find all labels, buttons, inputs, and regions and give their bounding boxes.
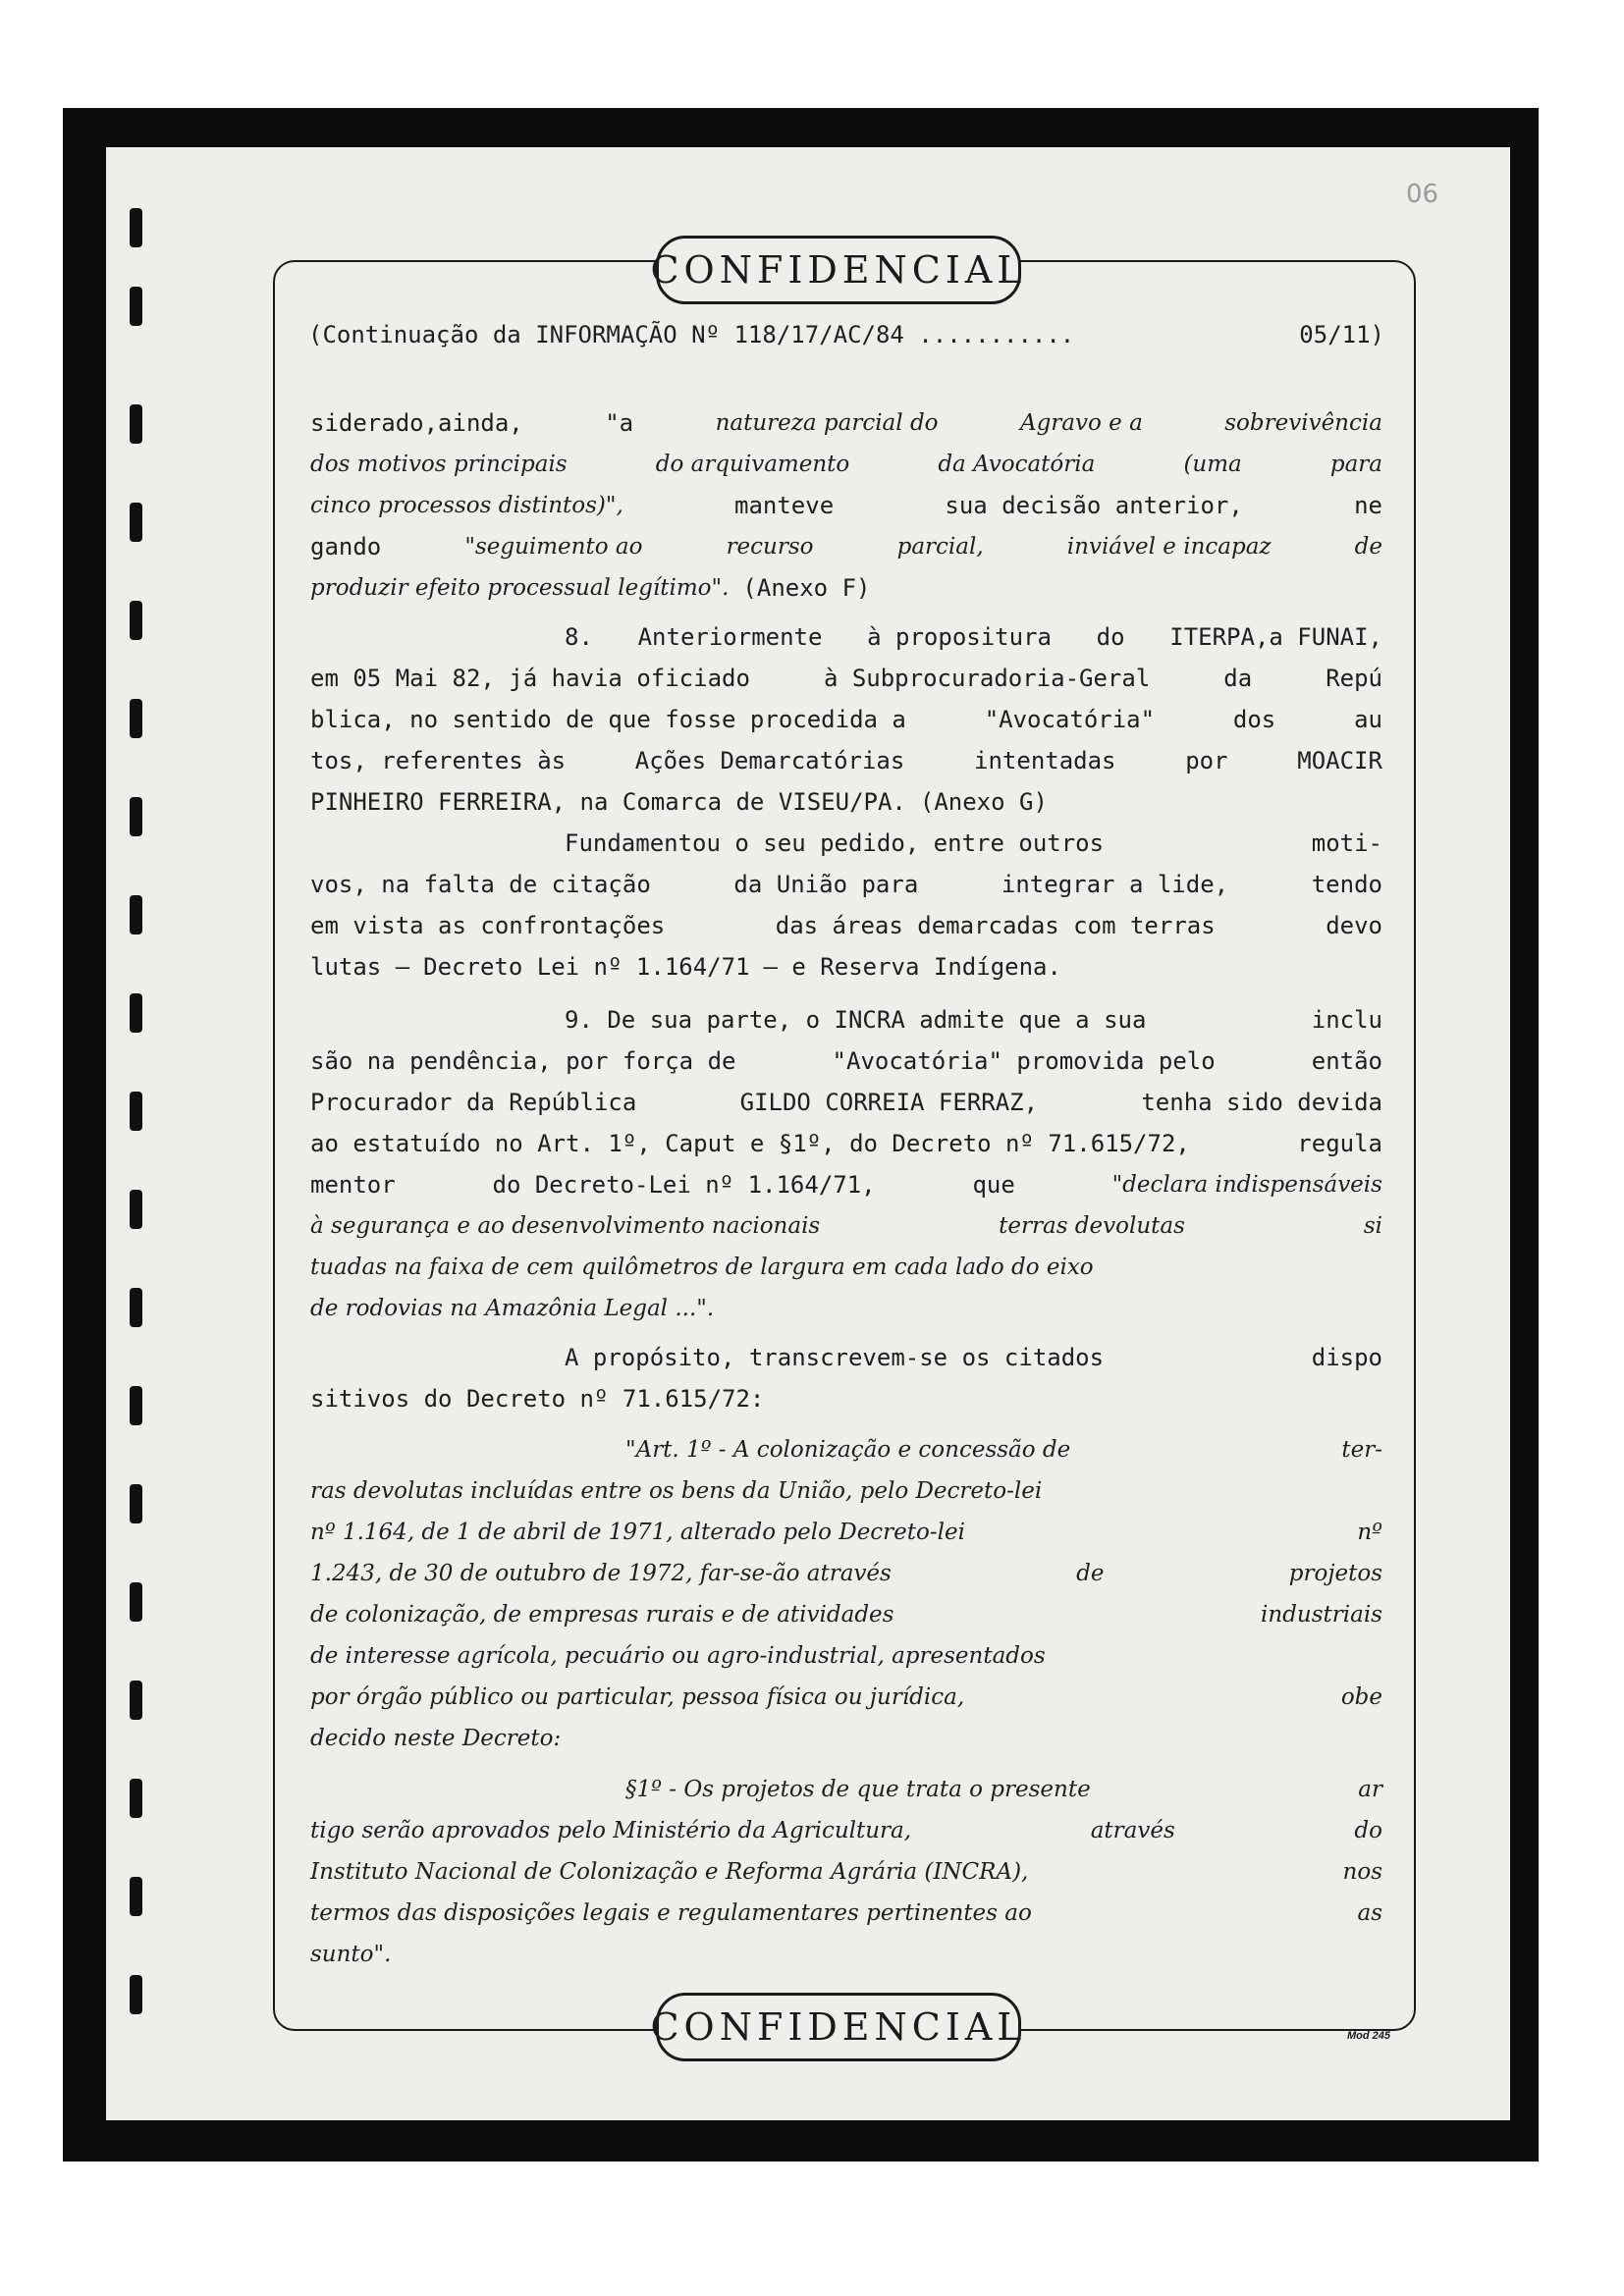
italic-quote-text: 1.243, de 30 de outubro de 1972, far-se-ão através (310, 1561, 892, 1586)
handwritten-page-number: 06 (1406, 180, 1439, 209)
binder-hole (130, 1877, 142, 1916)
text-segment: ITERPA,a FUNAI, (1169, 623, 1382, 651)
text-line (310, 1594, 1382, 1635)
text-segment: da (1223, 665, 1253, 692)
text-segment: "Avocatória" (984, 706, 1156, 733)
text-segment: regula (1297, 1130, 1382, 1157)
continuation-text: (Continuação da INFORMAÇÃO Nº 118/17/AC/84 ........... (308, 321, 1075, 348)
italic-quote-text: através (1090, 1818, 1175, 1843)
text-line (310, 1851, 1382, 1893)
text-segment: em vista as confrontações (310, 912, 666, 939)
italic-quote-text: §1º - Os projetos de que trata o presente (625, 1777, 1091, 1802)
text-segment: Fundamentou o seu pedido, entre outros (565, 829, 1105, 857)
binder-hole (130, 1975, 142, 2014)
text-segment: Anteriormente (637, 623, 823, 651)
italic-quote-text: de colonização, de empresas rurais e de atividades (310, 1602, 894, 1628)
text-line (310, 1288, 1382, 1329)
italic-quote-text: as (1357, 1900, 1382, 1926)
italic-quote-text: tuadas na faixa de cem quilômetros de largura em cada lado do eixo (310, 1255, 1094, 1280)
text-segment: sitivos do Decreto nº 71.615/72: (310, 1385, 765, 1413)
text-segment: (Anexo G) (919, 788, 1048, 816)
text-segment: tos, referentes às (310, 747, 567, 774)
text-segment: devo (1326, 912, 1382, 939)
text-segment: Decreto Lei nº 1.164/71 (423, 953, 750, 981)
italic-quote-text: industriais (1261, 1602, 1382, 1628)
italic-quote-text: da Avocatória (938, 452, 1096, 477)
binder-hole (130, 1092, 142, 1131)
text-line (310, 402, 1382, 444)
text-segment: GILDO CORREIA FERRAZ, (739, 1089, 1039, 1116)
text-line (310, 1934, 1382, 1975)
italic-quote-text: nº (1357, 1520, 1382, 1545)
italic-quote-text: Agravo e a (1019, 410, 1143, 436)
binder-hole (130, 1288, 142, 1327)
text-segment: mentor (310, 1171, 396, 1199)
text-segment: são na pendência, por força de (310, 1047, 736, 1075)
text-segment: então (1311, 1047, 1382, 1075)
text-segment: blica, no sentido de que fosse procedida a (310, 706, 906, 733)
italic-quote-text: tigo serão aprovados pelo Ministério da Agricultura, (310, 1818, 912, 1843)
italic-quote-text: do arquivamento (655, 452, 850, 477)
text-line (310, 1553, 1382, 1594)
text-segment: intentadas (974, 747, 1116, 774)
text-line (310, 1470, 1382, 1512)
text-segment: inclu (1311, 1006, 1382, 1034)
text-line (310, 1810, 1382, 1851)
binder-hole (130, 208, 142, 247)
binder-hole (130, 503, 142, 542)
text-segment: lutas — (310, 953, 410, 981)
text-line (625, 1429, 1382, 1470)
text-segment: em 05 Mai 82, já havia oficiado (310, 665, 750, 692)
italic-quote-text: dos motivos principais (310, 452, 568, 477)
italic-quote-text: terras devolutas (999, 1213, 1185, 1239)
italic-quote-text: Instituto Nacional de Colonização e Reforma Agrária (INCRA), (310, 1859, 1029, 1885)
text-segment: por (1185, 747, 1228, 774)
binder-hole (130, 1681, 142, 1720)
italic-quote-text: de rodovias na Amazônia Legal ...". (310, 1296, 715, 1321)
italic-quote-text: "Art. 1º - A colonização e concessão de (625, 1437, 1071, 1463)
text-segment: moti- (1311, 829, 1382, 857)
italic-quote-text: nº 1.164, de 1 de abril de 1971, alterado pelo Decreto-lei (310, 1520, 965, 1545)
text-segment: ne (1354, 492, 1382, 519)
italic-quote-text: natureza parcial do (715, 410, 939, 436)
italic-quote-text: parcial, (896, 534, 984, 560)
text-line (310, 740, 1382, 781)
text-segment: dos (1232, 706, 1276, 733)
text-segment: 8. (565, 623, 593, 651)
text-line (565, 999, 1382, 1041)
text-segment: à Subprocuradoria-Geral (823, 665, 1151, 692)
italic-quote-text: de (1076, 1561, 1105, 1586)
binder-hole (130, 1779, 142, 1818)
italic-quote-text: à segurança e ao desenvolvimento nacionais (310, 1213, 821, 1239)
text-line (310, 946, 1382, 988)
text-segment: do Decreto-Lei nº 1.164/71, (492, 1171, 876, 1199)
text-segment: dispo (1311, 1344, 1382, 1371)
text-segment: tendo (1311, 871, 1382, 898)
italic-quote-text: produzir efeito processual legítimo". (310, 575, 730, 601)
confidential-label: CONFIDENCIAL (650, 2005, 1027, 2049)
text-segment: gando (310, 533, 382, 561)
confidential-label: CONFIDENCIAL (650, 248, 1027, 292)
text-segment: Procurador da República (310, 1089, 637, 1116)
text-segment: à propositura (867, 623, 1052, 651)
text-line (310, 1512, 1382, 1553)
text-line (310, 1123, 1382, 1164)
continuation-header (308, 314, 1384, 355)
binder-hole (130, 1190, 142, 1229)
text-segment: do (1096, 623, 1125, 651)
italic-quote-text: inviável e incapaz (1066, 534, 1272, 560)
italic-quote-text: sobrevivência (1224, 410, 1382, 436)
text-segment: ao estatuído no Art. 1º, Caput e §1º, do Decreto nº 71.615/72, (310, 1130, 1190, 1157)
italic-quote-text: para (1329, 452, 1382, 477)
text-line (310, 1677, 1382, 1718)
text-line (310, 526, 1382, 567)
text-line (310, 1635, 1382, 1677)
text-line (310, 1041, 1382, 1082)
text-segment: vos, na falta de citação (310, 871, 651, 898)
italic-quote-text: projetos (1288, 1561, 1382, 1586)
page-reference: 05/11) (1299, 321, 1384, 348)
text-line (310, 567, 1382, 609)
text-segment: sua decisão anterior, (945, 492, 1243, 519)
text-segment: PINHEIRO FERREIRA, na Comarca de VISEU/PA. (310, 788, 906, 816)
text-line (565, 1337, 1382, 1378)
italic-quote-text: (uma (1183, 452, 1242, 477)
italic-quote-text: si (1363, 1213, 1382, 1239)
text-line (310, 1247, 1382, 1288)
text-line (310, 1082, 1382, 1123)
text-line (310, 485, 1382, 526)
text-line (310, 444, 1382, 485)
binder-hole (130, 699, 142, 738)
text-line (310, 1164, 1382, 1205)
binder-hole (130, 895, 142, 934)
confidential-stamp-top (650, 236, 1027, 304)
binder-hole (130, 601, 142, 640)
text-line (310, 864, 1382, 905)
text-line (310, 658, 1382, 699)
text-segment: das áreas demarcadas com terras (775, 912, 1216, 939)
italic-quote-text: do (1354, 1818, 1382, 1843)
italic-quote-text: "seguimento ao (464, 534, 643, 560)
binder-hole (130, 404, 142, 444)
italic-quote-text: termos das disposições legais e regulamentares pertinentes ao (310, 1900, 1032, 1926)
binder-hole (130, 993, 142, 1033)
text-segment: que (972, 1171, 1015, 1199)
text-segment: integrar a lide, (1001, 871, 1229, 898)
italic-quote-text: ras devolutas incluídas entre os bens da União, pelo Decreto-lei (310, 1478, 1043, 1504)
binder-hole (130, 1582, 142, 1622)
binder-hole (130, 1386, 142, 1425)
italic-quote-text: recurso (726, 534, 814, 560)
text-line (565, 823, 1382, 864)
italic-quote-text: cinco processos distintos)", (310, 493, 623, 518)
text-segment: au (1354, 706, 1382, 733)
text-line (310, 1893, 1382, 1934)
italic-quote-text: decido neste Decreto: (310, 1726, 562, 1751)
binder-hole (130, 797, 142, 836)
text-segment: "Avocatória" promovida pelo (832, 1047, 1216, 1075)
form-code: Mod 245 (1347, 2030, 1391, 2042)
italic-quote-text: obe (1340, 1684, 1382, 1710)
text-line (310, 905, 1382, 946)
text-line (310, 1718, 1382, 1759)
italic-quote-text: de interesse agrícola, pecuário ou agro-industrial, apresentados (310, 1643, 1046, 1669)
text-segment: da União para (733, 871, 919, 898)
italic-quote-text: sunto". (310, 1942, 392, 1967)
text-segment: manteve (734, 492, 835, 519)
italic-quote-text: ter- (1341, 1437, 1382, 1463)
text-segment: siderado,ainda, (310, 409, 523, 437)
text-segment: tenha sido devida (1141, 1089, 1382, 1116)
text-line (310, 1378, 1382, 1419)
text-line (310, 699, 1382, 740)
italic-quote-text: "declara indispensáveis (1111, 1172, 1382, 1198)
text-line (565, 616, 1382, 658)
binder-hole (130, 1484, 142, 1523)
text-segment: Ações Demarcatórias (634, 747, 905, 774)
text-segment: (Anexo F) (742, 574, 871, 602)
text-segment: "a (605, 409, 634, 437)
text-line (625, 1769, 1382, 1810)
text-segment: Repú (1326, 665, 1382, 692)
italic-quote-text: ar (1358, 1777, 1382, 1802)
text-segment: — e Reserva Indígena. (763, 953, 1061, 981)
text-segment: 9. De sua parte, o INCRA admite que a sua (565, 1006, 1147, 1034)
text-segment: A propósito, transcrevem-se os citados (565, 1344, 1105, 1371)
italic-quote-text: por órgão público ou particular, pessoa física ou jurídica, (310, 1684, 965, 1710)
confidential-stamp-bottom (650, 1993, 1027, 2061)
text-line (310, 781, 1382, 823)
text-line (310, 1205, 1382, 1247)
binder-hole (130, 287, 142, 326)
italic-quote-text: nos (1342, 1859, 1382, 1885)
italic-quote-text: de (1354, 534, 1382, 560)
text-segment: MOACIR (1297, 747, 1382, 774)
